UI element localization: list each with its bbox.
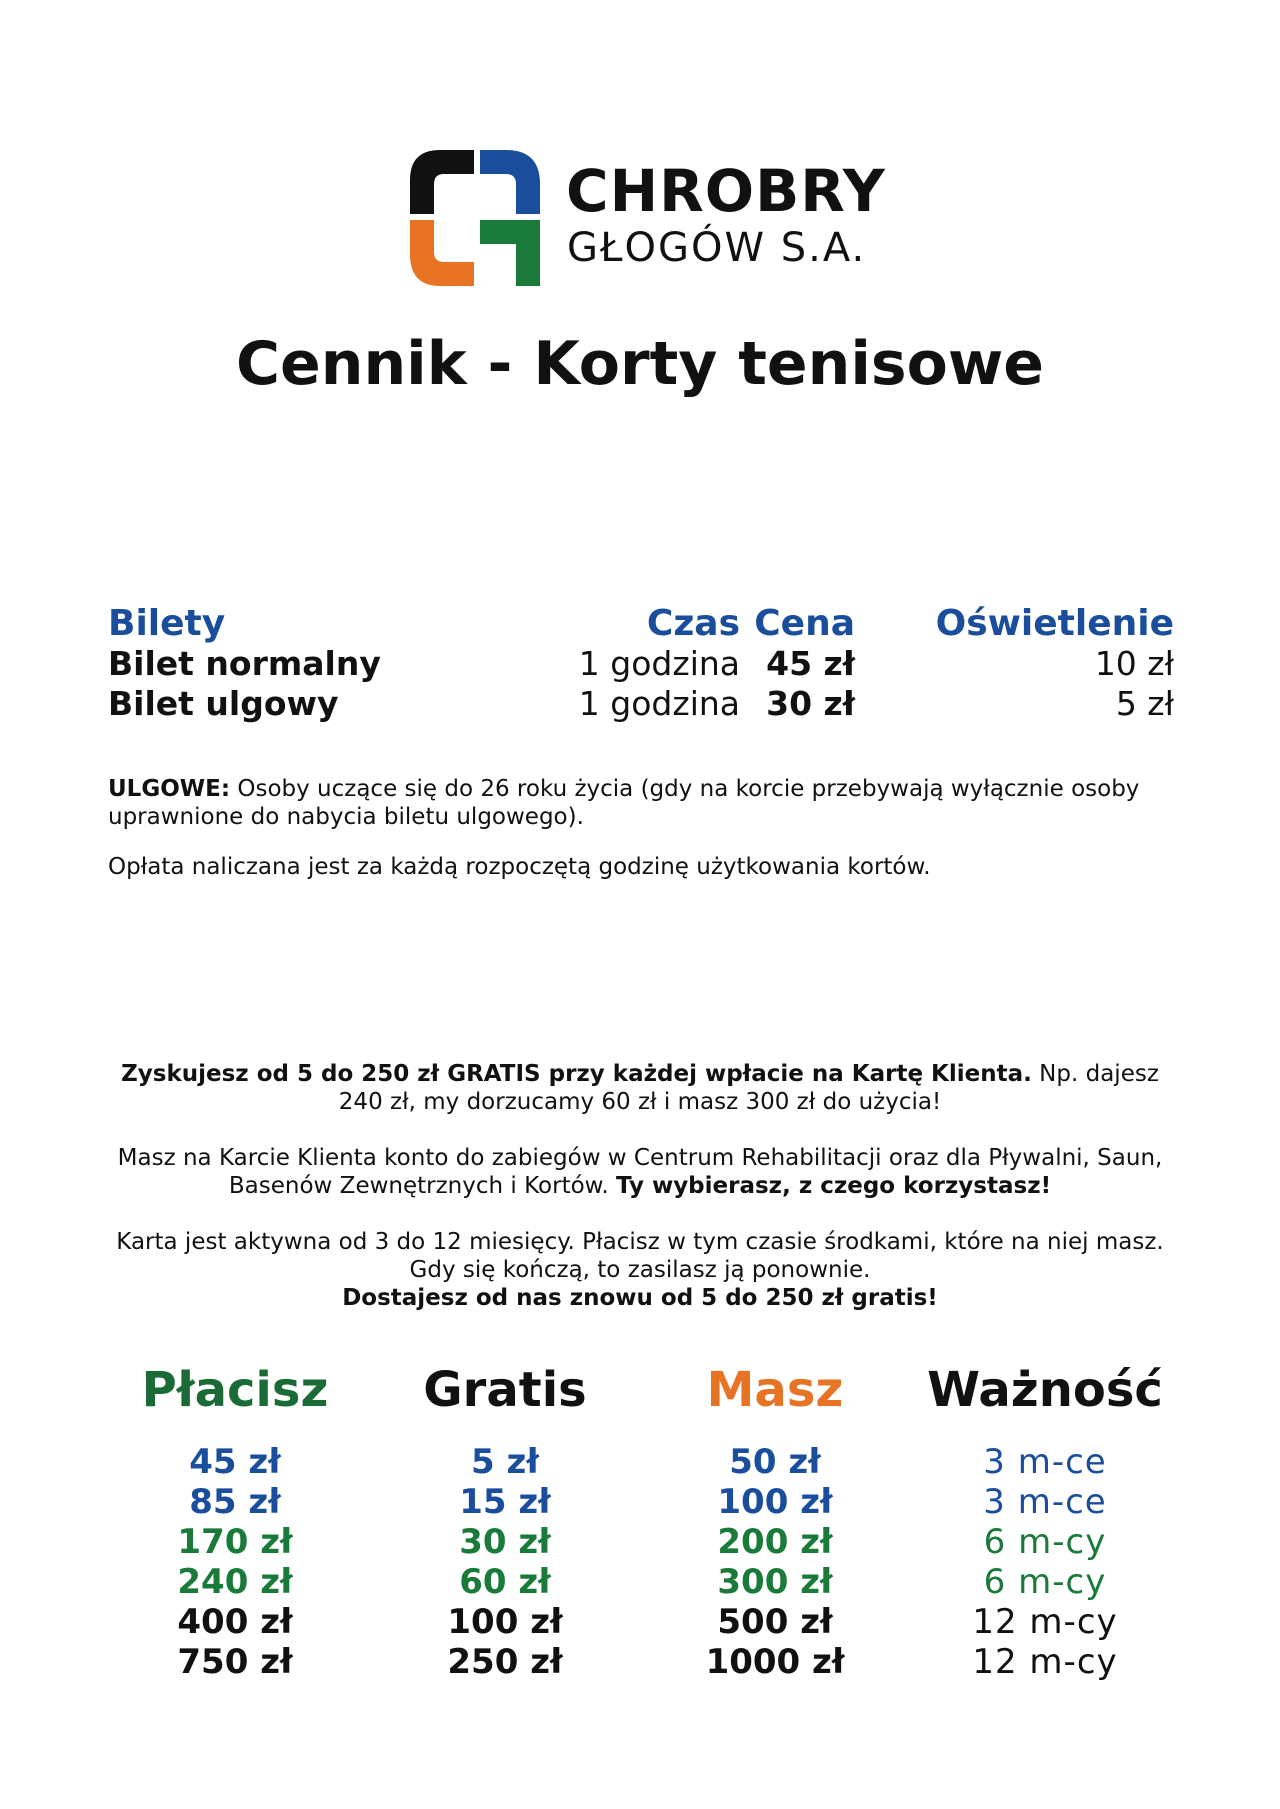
header-price: Cena [754,603,855,644]
discount-text: Osoby uczące się do 26 roku życia (gdy na korcie przebywają wyłącznie osoby uprawnione do nabycia biletu ulgowego). [108,776,1140,830]
promo-text: Masz na Karcie Klienta konto do zabiegów w Centrum Rehabilitacji oraz dla Pływalni, Saun, Basenów Zewnętrznych i Kortów. [117,1145,1163,1199]
pay-value: 400 zł [177,1602,293,1642]
column-validity [915,1360,1175,1682]
page-title: Cennik - Korty tenisowe [236,329,1044,399]
header-have: Masz [706,1362,844,1418]
pay-value: 240 zł [177,1562,293,1602]
promo-highlight: Ty wybierasz, z czego korzystasz! [615,1173,1052,1199]
ticket-row [108,644,1174,684]
ticket-row [108,684,1174,724]
header-time: Czas [646,603,740,644]
ticket-lighting: 10 zł [1094,644,1174,683]
ticket-price: 30 zł [766,684,855,723]
have-value: 300 zł [717,1562,833,1602]
bonus-value: 100 zł [447,1602,563,1642]
ticket-table-header [108,604,1174,644]
ticket-price-table [108,604,1174,724]
have-value: 50 zł [729,1442,821,1482]
validity-value: 12 m-cy [972,1602,1118,1642]
logo-subtitle: GŁOGÓW S.A. [567,225,867,271]
discount-note [108,775,1168,831]
pay-value: 85 zł [189,1482,281,1522]
discount-label: ULGOWE: [108,776,231,802]
ticket-name: Bilet ulgowy [108,684,339,723]
validity-value: 6 m-cy [983,1562,1107,1602]
ticket-lighting: 5 zł [1115,684,1174,723]
validity-value: 3 m-ce [983,1482,1107,1522]
header-tickets: Bilety [108,603,226,644]
promo-paragraph [100,1228,1180,1312]
header-lighting: Oświetlenie [935,603,1174,644]
client-card-promo [100,1060,1180,1340]
promo-paragraph [100,1060,1180,1116]
bonus-value: 250 zł [447,1642,563,1682]
logo [410,150,886,290]
bonus-value: 15 zł [459,1482,551,1522]
validity-value: 12 m-cy [972,1642,1118,1682]
validity-value: 6 m-cy [983,1522,1107,1562]
have-value: 1000 zł [705,1642,845,1682]
logo-mark-icon [410,150,540,286]
column-pay [105,1360,365,1682]
promo-text: Np. dajesz 240 zł, my dorzucamy 60 zł i masz 300 zł do użycia! [338,1061,1159,1115]
pay-value: 170 zł [177,1522,293,1562]
header-bonus: Gratis [423,1362,587,1418]
bonus-value: 5 zł [471,1442,539,1482]
column-have [645,1360,905,1682]
ticket-notes [108,775,1168,903]
header-pay: Płacisz [141,1362,329,1418]
billing-note: Opłata naliczana jest za każdą rozpoczętą godzinę użytkowania kortów. [108,854,931,880]
pay-value: 750 zł [177,1642,293,1682]
have-value: 200 zł [717,1522,833,1562]
promo-highlight: Dostajesz od nas znowu od 5 do 250 zł gratis! [342,1285,938,1311]
validity-value: 3 m-ce [983,1442,1107,1482]
pay-value: 45 zł [189,1442,281,1482]
header-validity: Ważność [927,1362,1163,1418]
bonus-value: 30 zł [459,1522,551,1562]
ticket-time: 1 godzina [578,644,740,683]
ticket-name: Bilet normalny [108,644,381,683]
promo-text: Karta jest aktywna od 3 do 12 miesięcy. Płacisz w tym czasie środkami, które na niej masz. Gdy się kończą, to zasilasz ją ponownie. [116,1229,1164,1283]
have-value: 500 zł [717,1602,833,1642]
promo-paragraph [100,1144,1180,1200]
ticket-time: 1 godzina [578,684,740,723]
column-bonus [375,1360,635,1682]
have-value: 100 zł [717,1482,833,1522]
bonus-value: 60 zł [459,1562,551,1602]
logo-name: CHROBRY [566,157,886,225]
promo-highlight: Zyskujesz od 5 do 250 zł GRATIS przy każdej wpłacie na Kartę Klienta. [121,1061,1032,1087]
ticket-price: 45 zł [766,644,855,683]
